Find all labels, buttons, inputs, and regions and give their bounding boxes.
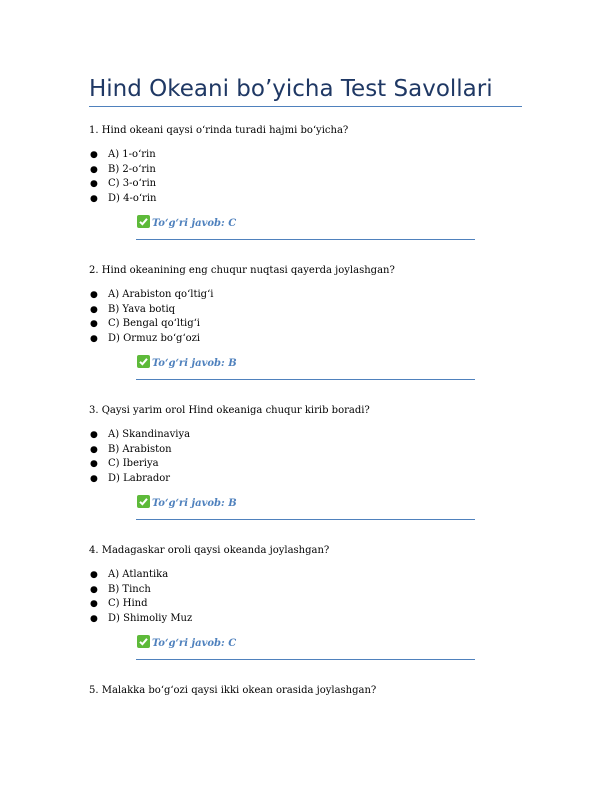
option-text: C) Iberiya <box>108 458 159 469</box>
option-text: A) Arabiston qo‘ltig‘i <box>108 289 214 300</box>
answer-value: B <box>228 498 237 509</box>
bullet-icon: ● <box>90 459 98 469</box>
check-mark-icon <box>137 495 150 508</box>
question-text: 5. Malakka bo‘g‘ozi qaysi ikki okean orasida joylashgan? <box>89 685 377 696</box>
bullet-icon: ● <box>90 613 98 624</box>
question-text: 1. Hind okeani qaysi o‘rinda turadi hajmi bo‘yicha? <box>89 125 349 136</box>
bullet-icon: ● <box>90 319 98 329</box>
option-text: A) 1-o‘rin <box>108 149 156 160</box>
answer-divider <box>136 379 475 380</box>
option-text: D) Shimoliy Muz <box>108 612 193 624</box>
option-text: C) 3-o‘rin <box>108 178 157 189</box>
answer-divider <box>136 519 475 520</box>
option-text: A) Skandinaviya <box>108 429 191 440</box>
bullet-icon: ● <box>90 570 98 580</box>
option-text: B) Yava botiq <box>108 303 176 315</box>
option-text: B) Tinch <box>108 583 151 595</box>
option-text: C) Bengal qo‘ltig‘i <box>108 318 200 329</box>
option-text: D) Labrador <box>108 472 171 484</box>
option-text: C) Hind <box>108 598 148 609</box>
question-text: 4. Madagaskar oroli qaysi okeanda joylashgan? <box>89 545 330 556</box>
title-divider <box>89 106 522 107</box>
bullet-icon: ● <box>90 333 98 344</box>
answer-value: B <box>228 358 237 369</box>
bullet-icon: ● <box>90 290 98 300</box>
answer-label: To‘g‘ri javob: <box>152 498 225 509</box>
option-text: D) 4-o‘rin <box>108 192 157 204</box>
bullet-icon: ● <box>90 473 98 484</box>
answer-value: C <box>228 218 237 229</box>
correct-answer <box>137 355 237 371</box>
check-mark-icon <box>137 635 150 648</box>
bullet-icon: ● <box>90 304 98 315</box>
bullet-icon: ● <box>90 599 98 609</box>
answer-divider <box>136 239 475 240</box>
bullet-icon: ● <box>90 164 98 175</box>
bullet-icon: ● <box>90 179 98 189</box>
option-text: B) Arabiston <box>108 443 172 455</box>
bullet-icon: ● <box>90 150 98 160</box>
correct-answer <box>137 495 237 511</box>
correct-answer <box>137 215 236 231</box>
option-text: D) Ormuz bo‘g‘ozi <box>108 332 201 344</box>
answer-value: C <box>228 638 237 649</box>
answer-divider <box>136 659 475 660</box>
question-text: 3. Qaysi yarim orol Hind okeaniga chuqur kirib boradi? <box>89 405 370 416</box>
page-title: Hind Okeani bo’yicha Test Savollari <box>89 76 493 102</box>
bullet-icon: ● <box>90 584 98 595</box>
answer-label: To‘g‘ri javob: <box>152 358 225 369</box>
question-text: 2. Hind okeanining eng chuqur nuqtasi qayerda joylashgan? <box>89 265 395 276</box>
check-mark-icon <box>137 215 150 228</box>
bullet-icon: ● <box>90 444 98 455</box>
bullet-icon: ● <box>90 193 98 204</box>
option-text: A) Atlantika <box>108 569 169 580</box>
answer-label: To‘g‘ri javob: <box>152 638 225 649</box>
check-mark-icon <box>137 355 150 368</box>
option-text: B) 2-o‘rin <box>108 163 156 175</box>
bullet-icon: ● <box>90 430 98 440</box>
correct-answer <box>137 635 236 651</box>
answer-label: To‘g‘ri javob: <box>152 218 225 229</box>
